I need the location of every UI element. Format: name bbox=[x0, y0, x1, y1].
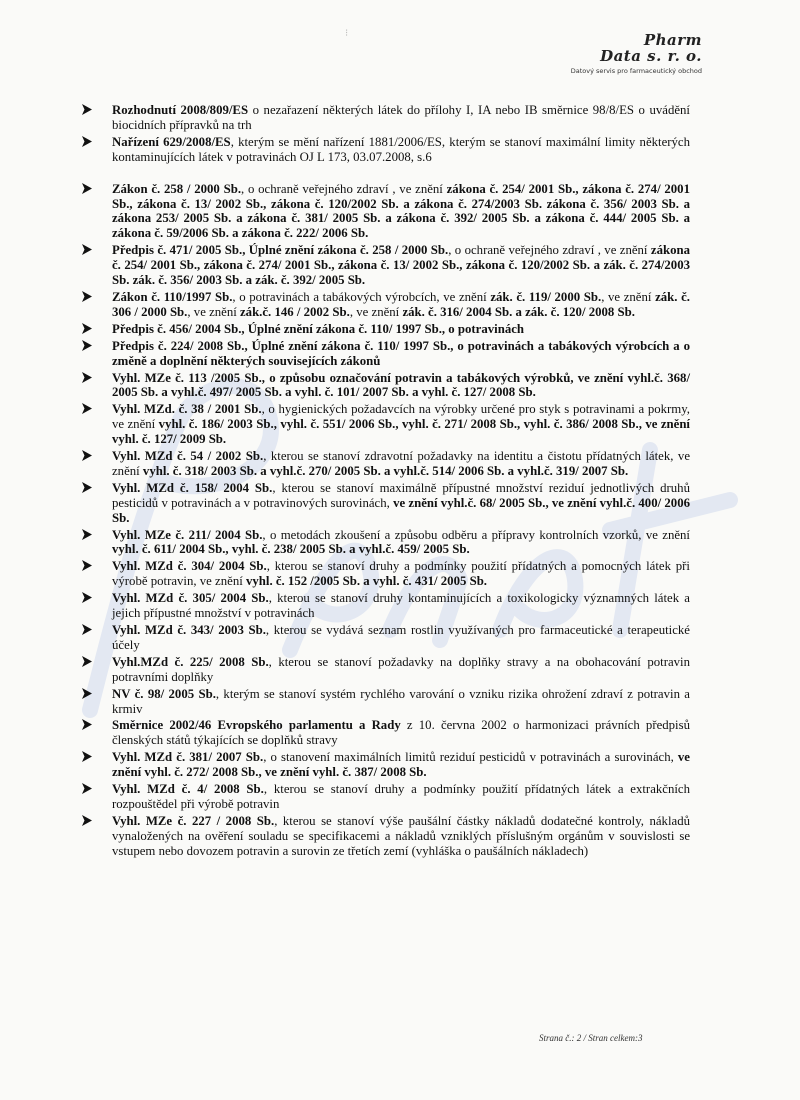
list-item bbox=[112, 290, 690, 320]
list-item bbox=[112, 591, 690, 621]
item-text: , kterou se stanoví druhy a podmínky použití přídatných látek a extrakčních rozpouštědel při výrobě potravin bbox=[112, 782, 690, 811]
legal-reference: vyhl. č. 611/ 2004 Sb., vyhl. č. 238/ 2005 Sb. a vyhl.č. 459/ 2005 Sb. bbox=[112, 542, 470, 557]
item-text: , o stanovení maximálních limitů reziduí pesticidů v potravinách a surovinách, bbox=[263, 750, 678, 765]
arrow-bullet-icon bbox=[82, 104, 92, 115]
legal-reference: zák. č. 306 / 2000 Sb. bbox=[112, 289, 690, 319]
legal-reference: Vyhl. MZe č. 211/ 2004 Sb. bbox=[112, 527, 263, 542]
legal-reference: Směrnice 2002/46 Evropského parlamentu a Rady bbox=[112, 718, 401, 733]
arrow-bullet-icon bbox=[82, 403, 92, 414]
item-text: , kterou se stanoví druhy kontaminujících a toxikologicky významných látek a jejich přípustné množství v potravinách bbox=[112, 591, 690, 621]
legal-reference: Předpis č. 456/ 2004 Sb., Úplné znění zákona č. 110/ 1997 Sb., o potravinách bbox=[112, 321, 525, 336]
list-item bbox=[112, 687, 690, 717]
arrow-bullet-icon bbox=[82, 372, 92, 383]
item-text: , kterou se vydává seznam rostlin využívaných pro farmaceutické a terapeutické účely bbox=[112, 623, 690, 652]
legal-reference: , o způsobu označování potravin a tabákových výrobků, ve znění vyhl.č. 368/ 2005 Sb. a vyhl.č. 497/ 2005 Sb. a vyhl. č. 101/ 2007 Sb. a vyhl. č. 127/ 2008 Sb. bbox=[112, 370, 690, 400]
arrow-bullet-icon bbox=[82, 291, 92, 302]
legal-reference: vyhl. č. 318/ 2003 Sb. a vyhl.č. 270/ 2005 Sb. a vyhl.č. 514/ 2006 Sb. a vyhl.č. 319/ 2007 Sb. bbox=[142, 463, 629, 478]
legal-reference: zák. č. 119/ 2000 Sb. bbox=[490, 289, 602, 304]
legal-reference: Vyhl. MZd č. 304/ 2004 Sb. bbox=[112, 559, 267, 574]
item-text: , ve znění bbox=[187, 304, 240, 319]
legal-reference: zákona č. 254/ 2001 Sb., zákona č. 274/ 2001 Sb., zákona č. 13/ 2002 Sb., zákona č. 120/2002 Sb. a zákona č. 274/2003 Sb. zákona č. 356/ 2003 Sb. a zákona 253/ 2005 Sb. a zákona č. 381/ 2005 Sb. a zákona č. 392/ 2005 Sb. a zákona č. 444/ 2005 Sb. a zákona č. 59/2006 Sb. a zákona č. 222/ 2006 Sb. bbox=[112, 181, 690, 241]
page-number: Strana č.: 2 / Stran celkem:3 bbox=[539, 1033, 643, 1043]
company-logo bbox=[542, 32, 702, 75]
arrow-bullet-icon bbox=[82, 529, 92, 540]
legal-reference: zákona č. 254/ 2001 Sb., zákona č. 274/ 2001 Sb., zákona č. 13/ 2002 Sb., zákona č. 120/2002 Sb. a zák. č. 274/2003 Sb. zák. č. 356/ 2003 Sb. a zák. č. 392/ 2005 Sb. bbox=[112, 243, 690, 288]
arrow-bullet-icon bbox=[82, 783, 92, 794]
legal-reference: Vyhl. MZd. č. 38 / 2001 Sb. bbox=[112, 402, 262, 417]
arrow-bullet-icon bbox=[82, 323, 92, 334]
legal-reference: vyhl. č. 152 /2005 Sb. a vyhl. č. 431/ 2005 Sb. bbox=[245, 574, 488, 589]
legal-reference: Zákon č. 258 / 2000 Sb. bbox=[112, 181, 242, 196]
item-text: , o ochraně veřejného zdraví , ve znění bbox=[448, 243, 651, 258]
legal-reference: Vyhl. MZd č. 158/ 2004 Sb. bbox=[112, 480, 273, 495]
legal-reference: Nařízení 629/2008/ES bbox=[112, 134, 231, 149]
arrow-bullet-icon bbox=[82, 450, 92, 461]
arrow-bullet-icon bbox=[82, 183, 92, 194]
list-item bbox=[112, 481, 690, 526]
item-text: , kterým se mění nařízení 1881/2006/ES, kterým se stanoví maximální limity některých kontaminujících látek v potravinách OJ L 173, 03.07.2008, s.6 bbox=[112, 134, 690, 164]
item-text: o nezařazení některých látek do přílohy I, IA nebo IB směrnice 98/8/ES o uvádění biocidních přípravků na trh bbox=[112, 103, 690, 132]
item-text: , o hygienických požadavcích na výrobky určené pro styk s potravinami a pokrmy, ve znění bbox=[112, 402, 690, 432]
legal-reference: Zákon č. 110/1997 Sb. bbox=[112, 289, 233, 304]
list-item bbox=[112, 182, 690, 242]
item-text: , o potravinách a tabákových výrobcích, ve znění bbox=[232, 289, 491, 304]
item-text: , kterou se stanoví druhy a podmínky použití přídatných a pomocných látek při výrobě potravin, ve znění bbox=[112, 559, 690, 589]
list-item bbox=[112, 402, 690, 447]
list-item bbox=[112, 782, 690, 812]
legal-reference: Předpis č. 471/ 2005 Sb., Úplné znění zákona č. 258 / 2000 Sb. bbox=[112, 243, 449, 258]
item-text: z 10. června 2002 o harmonizaci právních předpisů členských států týkajících se doplňků stravy bbox=[112, 718, 690, 748]
legal-reference: Vyhl.MZd č. 225/ 2008 Sb. bbox=[112, 654, 269, 669]
legal-reference: Vyhl. MZe č. 113 /2005 Sb. bbox=[112, 370, 262, 385]
legal-reference: Rozhodnutí 2008/809/ES bbox=[112, 103, 249, 117]
arrow-bullet-icon bbox=[82, 656, 92, 667]
legal-reference: zák. č. 316/ 2004 Sb. a zák. č. 120/ 2008 Sb. bbox=[402, 304, 635, 319]
arrow-bullet-icon bbox=[82, 815, 92, 826]
arrow-bullet-icon bbox=[82, 751, 92, 762]
item-text: , kterým se stanoví systém rychlého varování o vzniku rizika ohrožení zdraví z potravin a krmiv bbox=[112, 686, 690, 716]
list-item bbox=[112, 371, 690, 401]
logo-text-pharm: Pharm bbox=[643, 31, 702, 49]
arrow-bullet-icon bbox=[82, 592, 92, 603]
list-item bbox=[112, 103, 690, 133]
arrow-bullet-icon bbox=[82, 244, 92, 255]
legal-reference: Vyhl. MZd č. 343/ 2003 Sb. bbox=[112, 623, 266, 637]
list-item bbox=[112, 750, 690, 780]
legal-reference: ve znění vyhl. č. 272/ 2008 Sb., ve znění vyhl. č. 387/ 2008 Sb. bbox=[112, 750, 690, 780]
item-text: , ve znění bbox=[601, 289, 656, 304]
item-text: , o metodách zkoušení a způsobu odběru a přípravy kontrolních vzorků, ve znění bbox=[262, 527, 690, 542]
list-item bbox=[112, 623, 690, 653]
arrow-bullet-icon bbox=[82, 719, 92, 730]
scan-mark: ⁝ bbox=[345, 28, 349, 39]
list-item bbox=[112, 655, 690, 685]
arrow-bullet-icon bbox=[82, 624, 92, 635]
arrow-bullet-icon bbox=[82, 482, 92, 493]
legal-reference: zák.č. 146 / 2002 Sb. bbox=[239, 304, 350, 319]
arrow-bullet-icon bbox=[82, 560, 92, 571]
arrow-bullet-icon bbox=[82, 340, 92, 351]
item-text: , kterou se stanoví požadavky na doplňky stravy a na obohacování potravin potravními doplňky bbox=[112, 654, 690, 684]
legal-reference: Vyhl. MZd č. 54 / 2002 Sb. bbox=[112, 449, 264, 464]
legal-reference: Vyhl. MZe č. 227 / 2008 Sb. bbox=[112, 813, 275, 828]
legal-reference: vyhl. č. 186/ 2003 Sb., vyhl. č. 551/ 2006 Sb., vyhl. č. 271/ 2008 Sb., vyhl. č. 386/ 2008 Sb., ve znění vyhl. č. 127/ 2009 Sb. bbox=[112, 417, 690, 447]
legal-reference: NV č. 98/ 2005 Sb. bbox=[112, 686, 216, 701]
list-item bbox=[112, 339, 690, 369]
legal-reference: ve znění vyhl.č. 68/ 2005 Sb., ve znění vyhl.č. 400/ 2006 Sb. bbox=[112, 495, 691, 525]
legal-reference: Vyhl. MZd č. 305/ 2004 Sb. bbox=[112, 591, 269, 606]
list-item bbox=[112, 559, 690, 589]
arrow-bullet-icon bbox=[82, 136, 92, 147]
legislation-list bbox=[112, 103, 690, 861]
arrow-bullet-icon bbox=[82, 688, 92, 699]
list-item bbox=[112, 135, 690, 165]
list-item bbox=[112, 814, 690, 859]
logo-text-data: Data s. r. o. bbox=[600, 47, 702, 65]
item-text: , kterou se stanoví výše paušální částky nákladů dodatečné kontroly, nákladů vynaložených na ověření souladu se specifikacemi a nákladů vzniklých příslušným orgánům v souvislosti se vstupem nebo dovozem potravin a surovin ze třetích zemí (vyhláška o paušálních nákladech) bbox=[112, 813, 690, 858]
logo-subtitle: Datový servis pro farmaceutický obchod bbox=[570, 67, 702, 75]
legal-reference: Předpis č. 224/ 2008 Sb., Úplné znění zákona č. 110/ 1997 Sb., o potravinách a tabákových výrobcích a o změně a doplnění některých souvisejících zákonů bbox=[112, 338, 690, 368]
item-text: , ve znění bbox=[349, 304, 403, 319]
list-item bbox=[112, 243, 690, 288]
list-item bbox=[112, 718, 690, 748]
list-item bbox=[112, 322, 690, 337]
item-text: , kterou se stanoví maximálně přípustné množství reziduí jednotlivých druhů pesticidů v potravinách a v potravinových surovinách, bbox=[112, 480, 690, 510]
legal-reference: Vyhl. MZd č. 4/ 2008 Sb. bbox=[112, 782, 264, 797]
item-text: , o ochraně veřejného zdraví , ve znění bbox=[241, 181, 447, 196]
list-item bbox=[112, 528, 690, 558]
legal-reference: Vyhl. MZd č. 381/ 2007 Sb. bbox=[112, 750, 264, 765]
item-text: , kterou se stanoví zdravotní požadavky na identitu a čistotu přídatných látek, ve znění bbox=[112, 449, 691, 478]
list-item bbox=[112, 449, 690, 479]
